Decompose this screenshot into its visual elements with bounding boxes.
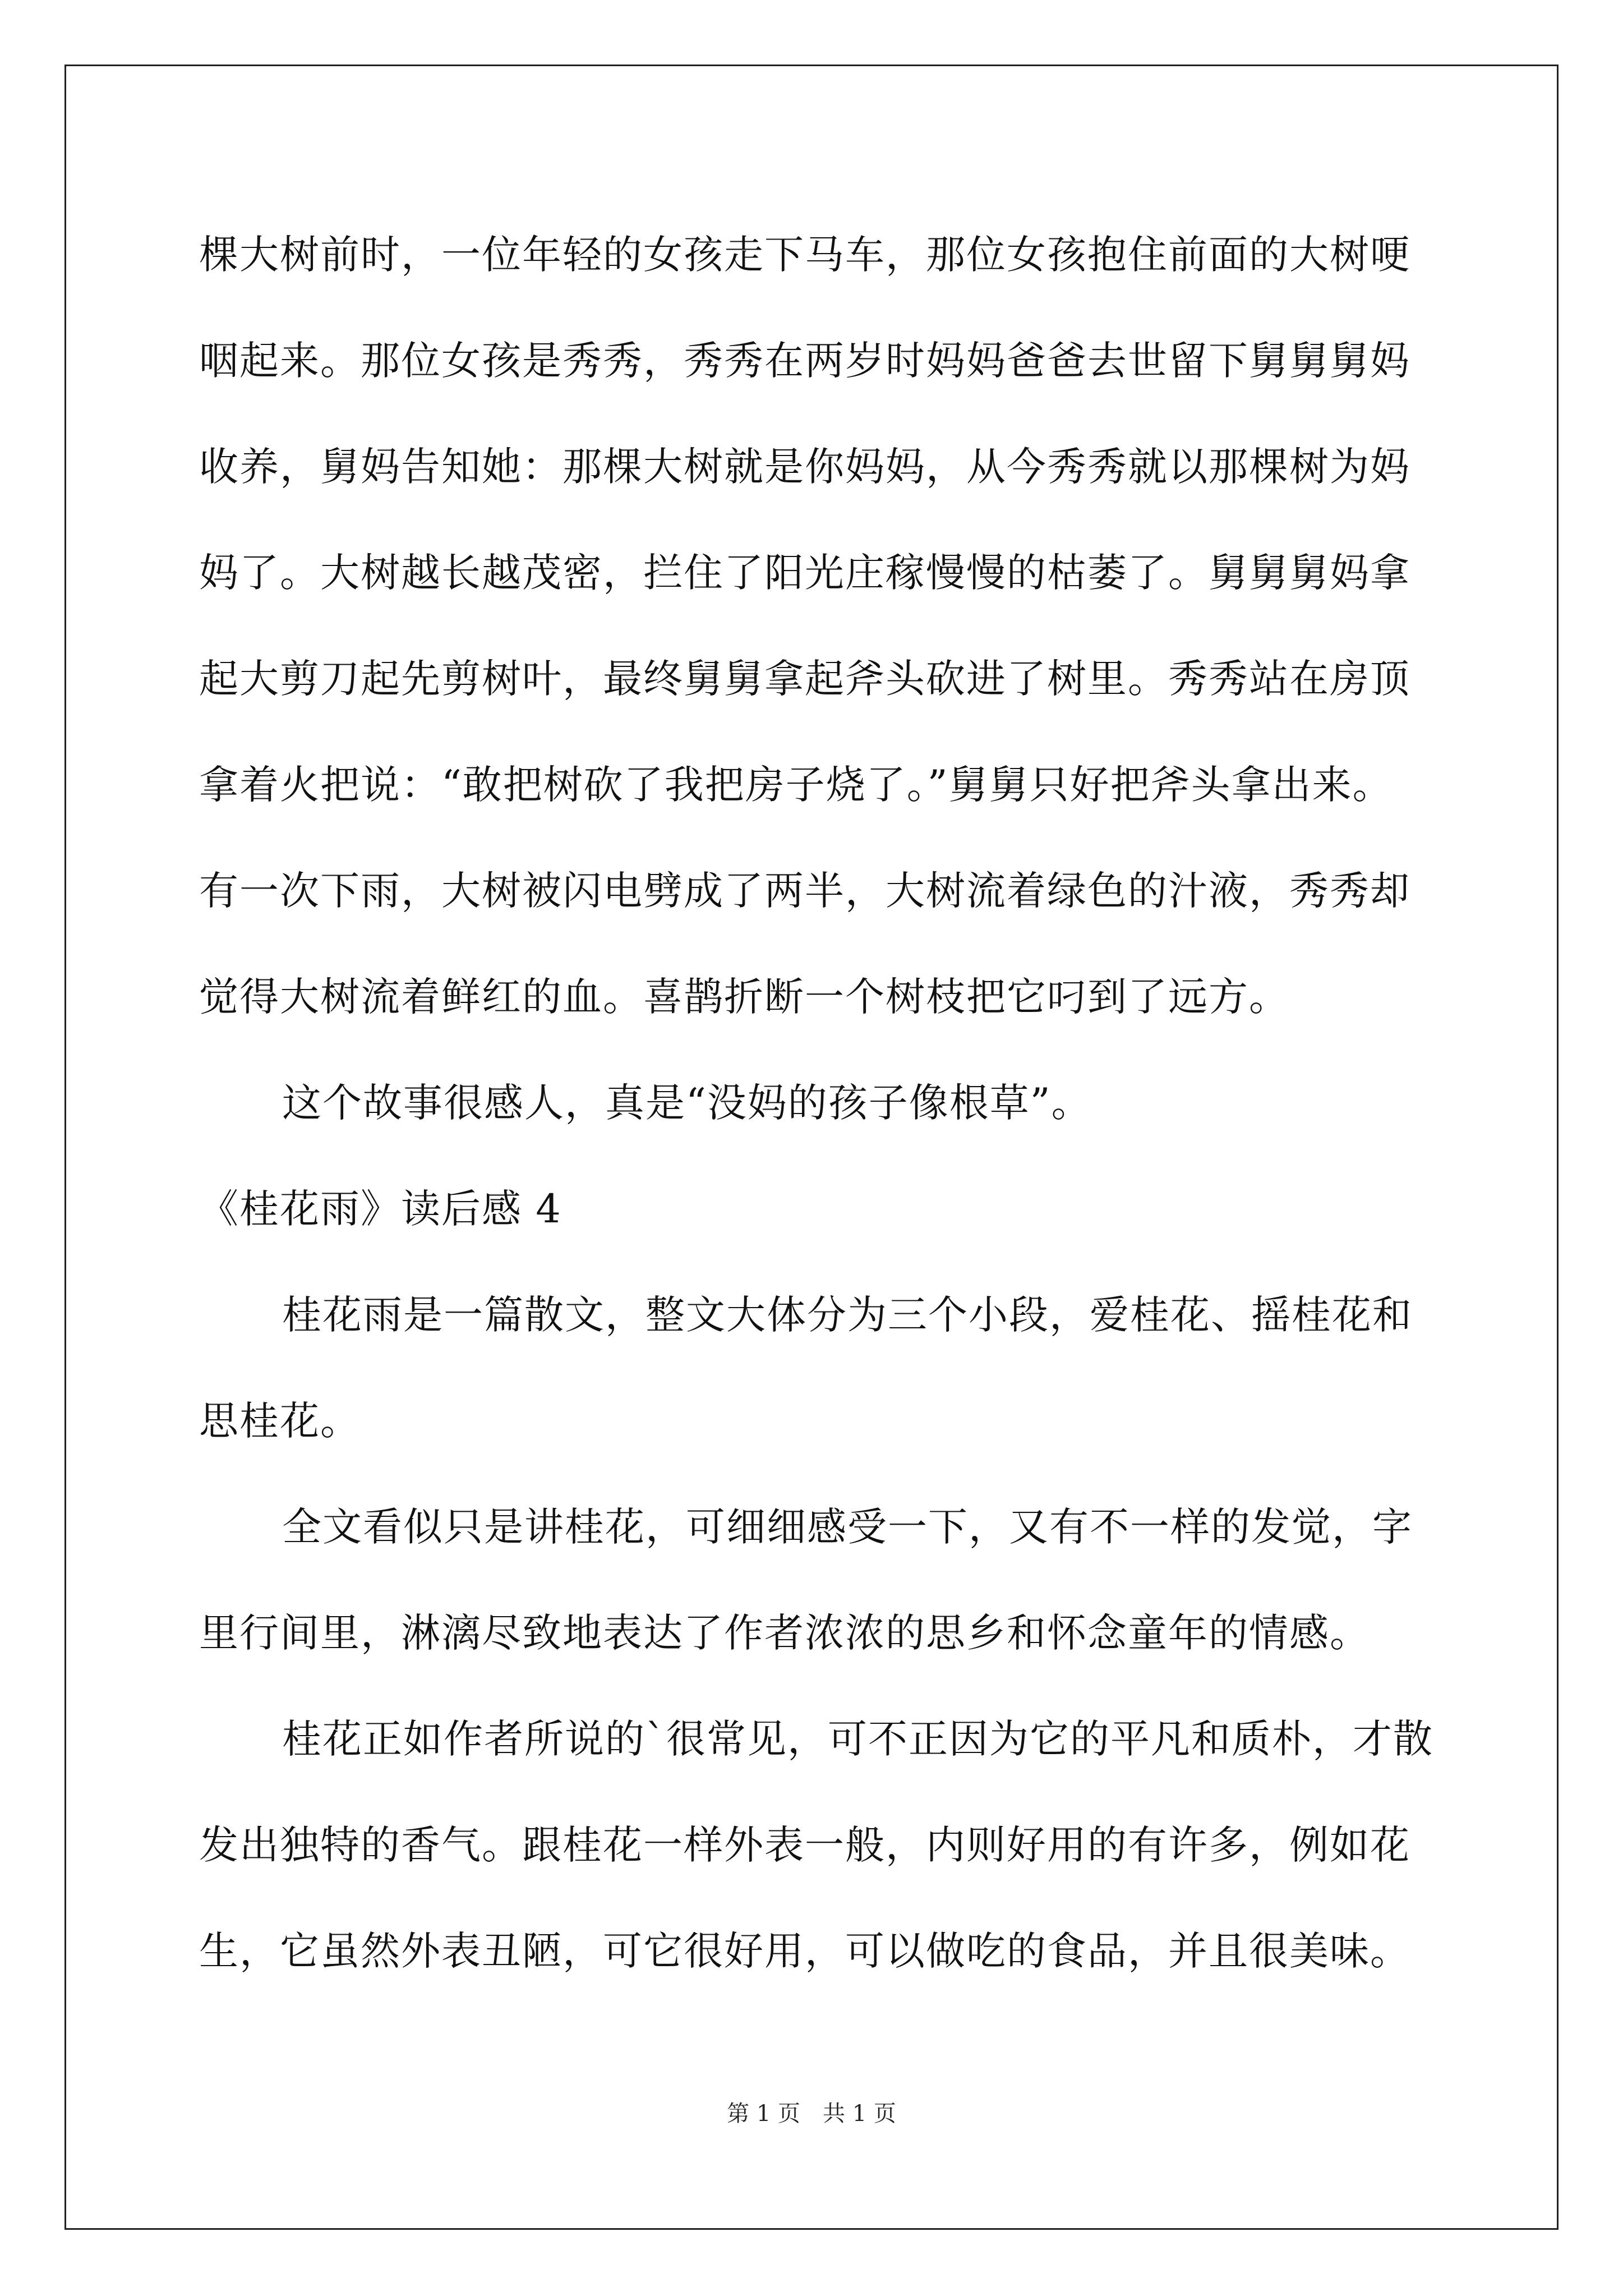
text-line: 生，它虽然外表丑陋，可它很好用，可以做吃的食品，并且很美味。 — [199, 1928, 1410, 1974]
text-line: 觉得大树流着鲜红的血。喜鹊折断一个树枝把它叼到了远方。 — [199, 974, 1289, 1020]
section-heading: 《桂花雨》读后感 4 — [199, 1186, 562, 1232]
text-line: 发出独特的香气。跟桂花一样外表一般，内则好用的有许多，例如花 — [199, 1822, 1410, 1868]
text-line: 拿着火把说：“敢把树砍了我把房子烧了。”舅舅只好把斧头拿出来。 — [199, 762, 1393, 808]
paragraph-line: 桂花正如作者所说的`很常见，可不正因为它的平凡和质朴，才散 — [282, 1716, 1433, 1762]
text-line: 收养，舅妈告知她：那棵大树就是你妈妈，从今秀秀就以那棵树为妈 — [199, 444, 1410, 490]
document-body — [199, 202, 1467, 2004]
text-line: 有一次下雨，大树被闪电劈成了两半，大树流着绿色的汁液，秀秀却 — [199, 868, 1410, 914]
paragraph-line: 全文看似只是讲桂花，可细细感受一下，又有不一样的发觉，字 — [282, 1504, 1413, 1550]
text-line: 妈了。大树越长越茂密，拦住了阳光庄稼慢慢的枯萎了。舅舅舅妈拿 — [199, 550, 1410, 596]
text-line: 里行间里，淋漓尽致地表达了作者浓浓的思乡和怀念童年的情感。 — [199, 1610, 1370, 1656]
text-line: 起大剪刀起先剪树叶，最终舅舅拿起斧头砍进了树里。秀秀站在房顶 — [199, 656, 1410, 702]
text-line: 棵大树前时，一位年轻的女孩走下马车，那位女孩抱住前面的大树哽 — [199, 232, 1410, 278]
text-line: 思桂花。 — [199, 1398, 361, 1444]
paragraph-line: 这个故事很感人，真是“没妈的孩子像根草”。 — [282, 1080, 1092, 1126]
text-line: 咽起来。那位女孩是秀秀，秀秀在两岁时妈妈爸爸去世留下舅舅舅妈 — [199, 338, 1410, 384]
page-number-footer: 第 1 页 共 1 页 — [727, 2101, 896, 2127]
paragraph-line: 桂花雨是一篇散文，整文大体分为三个小段，爱桂花、摇桂花和 — [282, 1292, 1413, 1338]
